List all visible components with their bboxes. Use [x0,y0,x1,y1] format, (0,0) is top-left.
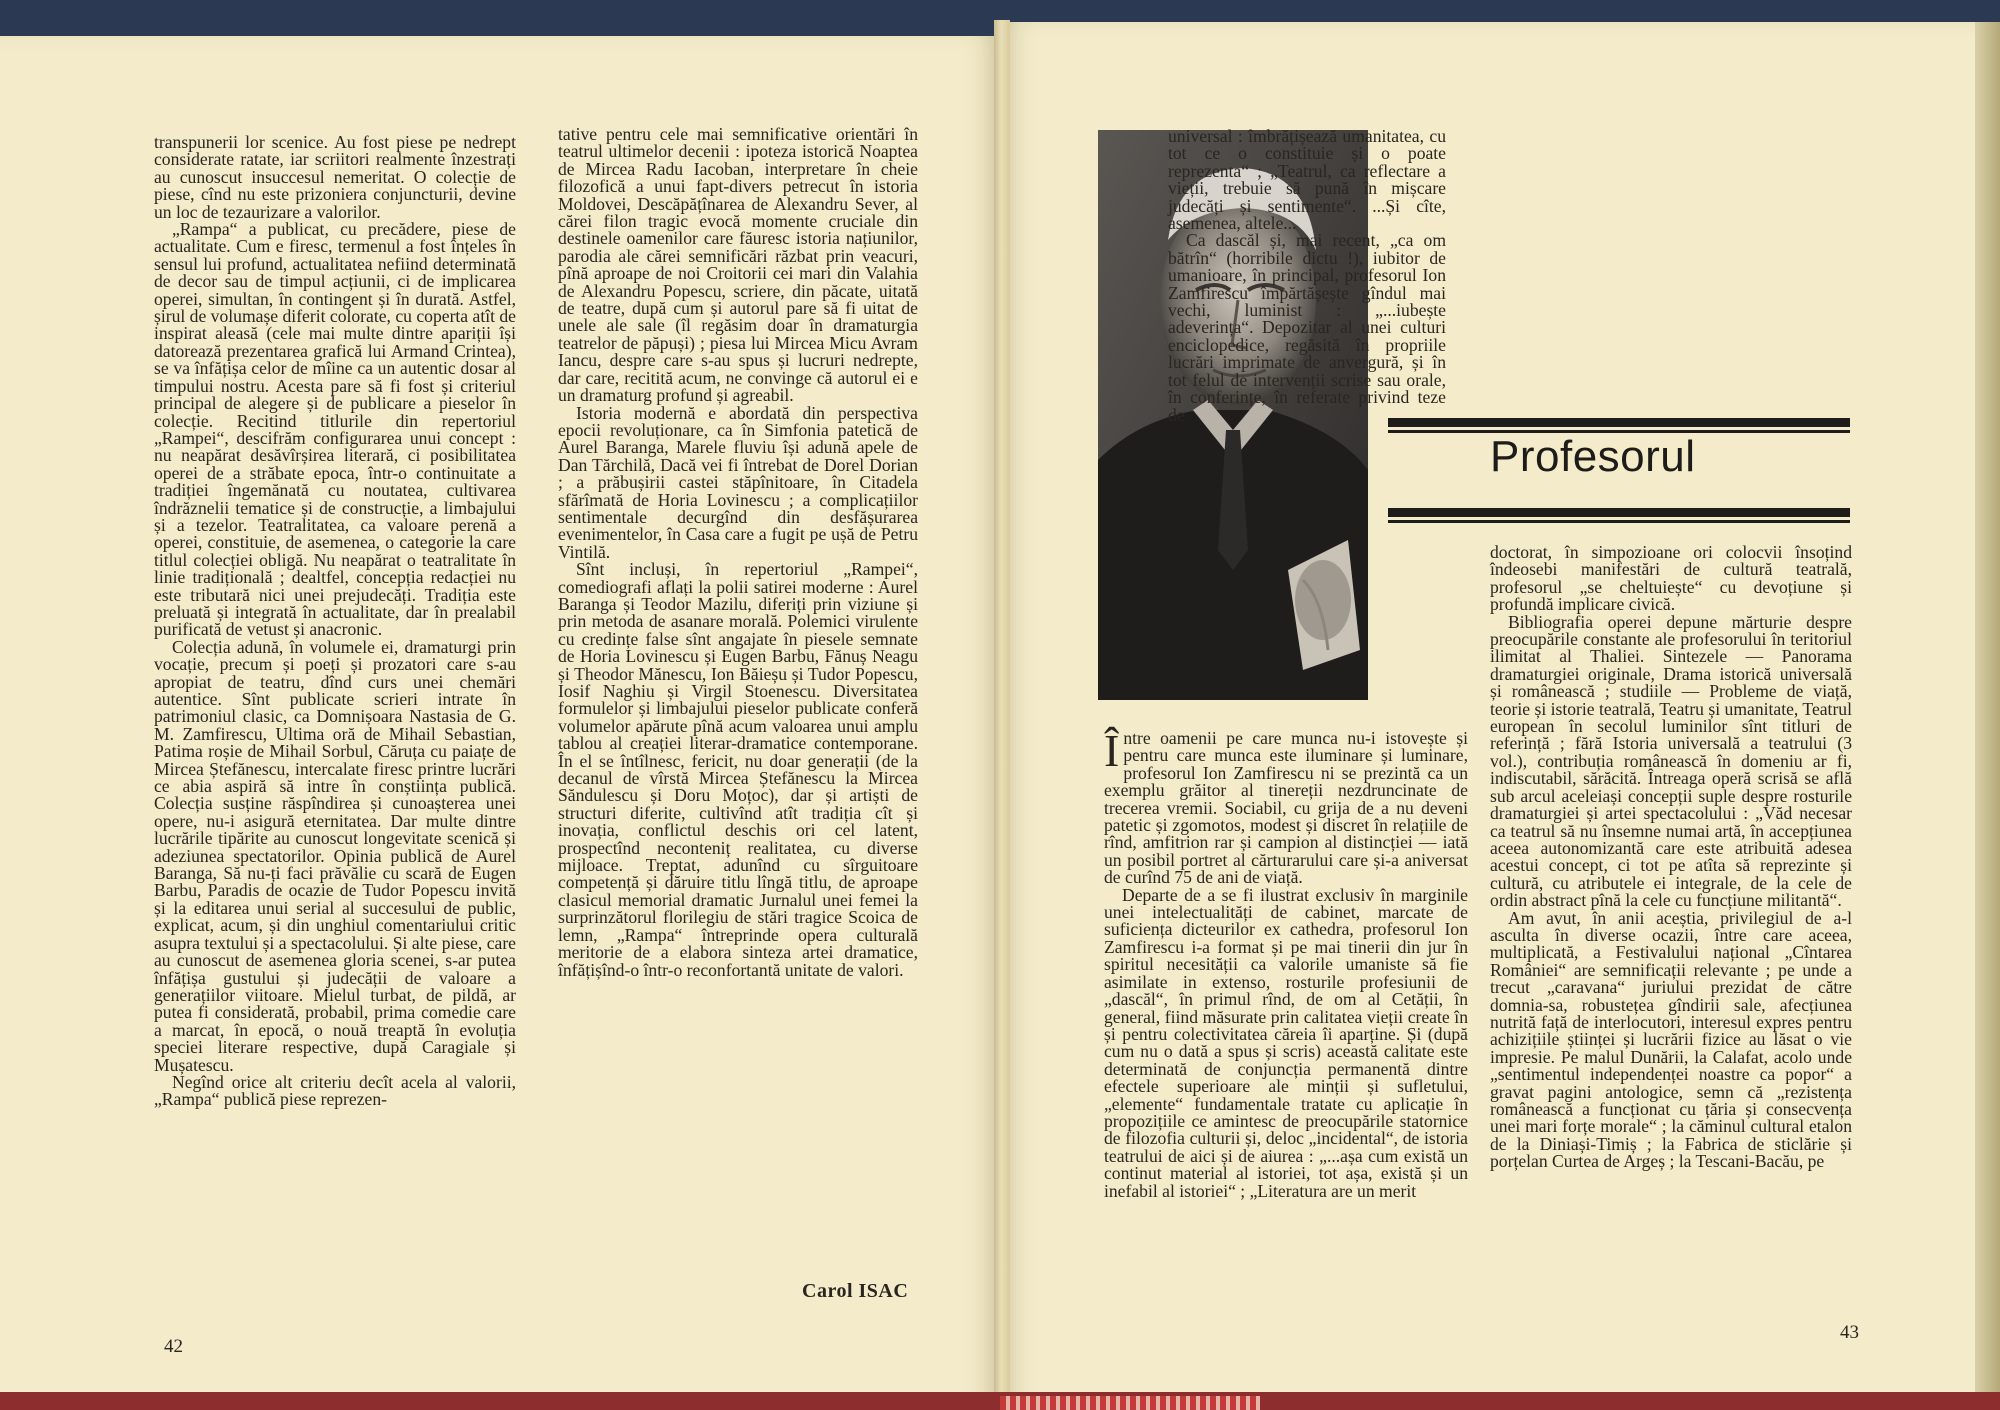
paragraph: Am avut, în anii aceștia, privilegiul de a-l asculta în diverse ocazii, între care aceea, multiplicată, a Festivalului național „Cîntarea României“ are semnificații relevante ; pe unde a trecut „caravana“ juriului prezidat de către domnia-sa, robustețea gîndirii sale, afecțiunea nutrită față de interlocutori, interesul expres pentru achizițiile științei și lucrării fizice au lăsat o vie impresie. Pe malul Dunării, la Calafat, acolo unde „sentimentul independenței noastre ca popor“ a gravat pagini antologice, semn că „rezistența românească a funcționat cu țăria și consecvența unei mari forțe morale“ ; la căminul cultural etalon de la Diniași-Timiș ; la Fabrica de sticlărie și porțelan Curtea de Argeș ; la Tescani-Bacău, pe [1490,907,1852,1172]
page-number-left: 42 [164,1336,183,1357]
paragraph: Colecția adună, în volumele ei, dramaturgi prin vocație, precum și poeți și prozatori care s-au apropiat de teatru, dînd curs unei chemări autentice. Sînt publicate scrieri intrate în patrimoniul clasic, ca Domnișoara Nastasia de G. M. Zamfirescu, Ultima oră de Mihail Sebastian, Patima roșie de Mihail Sorbul, Căruța cu paiațe de Mircea Ștefănescu, intercalate firesc printre lucrări ce abia aspiră să intre în conștiința publică. Colecția susține răspîndirea și cunoașterea unei opere, nu-i asigură eternitatea. Dar multe dintre lucrările tipărite au cunoscut longevitate scenică și adeziunea spectatorilor. Opinia publică de Aurel Baranga, Să nu-ți faci prăvălie cu scară de Eugen Barbu, Paradis de ocazie de Tudor Popescu invită și la editarea unui serial al succesului de public, explicat, acum, și din unghiul comentariului critic asupra textului și a spectacolului. Și alte piese, care au cunoscut de asemenea gloria scenei, s-ar putea înfățișa gustului și judecății de valoare a generațiilor viitoare. Mielul turbat, de pildă, ar putea fi considerată, probabil, prima comedie care a marcat, în epocă, o nouă treaptă în evoluția speciei literare respective, după Caragiale și Mușatescu. [154,636,516,1075]
paragraph: Între oamenii pe care munca nu-i istovește și pentru care munca este iluminare și luminare, profesorul Ion Zamfirescu ni se prezintă ca un exemplu grăitor al tinereții nezdruncinate de trecerea vremii. Sociabil, cu grija de a nu deveni patetic și zgomotos, modest și discret în relațiile de rînd, amfitrion rar și campion al distincției — iată un posibil portret al cărturarului care și-a aniversat de curînd 75 de ani de viață. [1104,725,1468,888]
article-title: Profesorul [1490,432,1696,481]
column-3-top [1168,128,1446,424]
paragraph: Istoria modernă e abordată din perspectiva epocii revoluționare, ca în Simfonia patetică de Aurel Baranga, Marele fluviu își adună apele de Dan Tărchilă, Dacă vei fi întrebat de Dorel Dorian ; a prăbușirii castei stăpînitoare, în Citadela sfărîmată de Horia Lovinescu ; a complicațiilor sentimentale decurgînd din desfășurarea evenimentelor, în Casa care a fugit pe ușă de Petru Vintilă. [558,402,918,562]
book-gutter [994,20,1010,1410]
page-number-right: 43 [1840,1322,1859,1343]
paragraph: tative pentru cele mai semnificative orientări în teatrul ultimelor decenii : ipoteza istorică Noaptea de Mircea Radu Iacoban, interpretare în cheie filozofică a unui fapt-divers petrecut în istoria Moldovei, Descăpățînarea de Alexandru Sever, al cărei filon tragic evocă momente cruciale din destinele oamenilor care făuresc istoria națiunilor, parodia ale cărei semnificări răzbat prin veacuri, pînă aproape de noi Croitorii cei mari din Valahia de Alexandru Popescu, scriere, din păcate, uitată de teatre, după cum și autorul pare să fi uitat de unele ale sale (îl regăsim doar în dramaturgia teatrelor de păpuși) ; piesa lui Mircea Micu Avram Iancu, despre care s-au spus și lucruri nedrepte, dar care, recitită acum, ne convinge că autorul ei e un dramaturg profund și agreabil. [558,124,918,406]
title-rule-bottom-thin [1388,520,1850,523]
cover-band-pattern [1000,1396,1260,1410]
paragraph: Negînd orice alt criteriu decît acela al valorii, „Rampa“ publică piese reprezen- [154,1071,516,1110]
page-edge [1975,22,2000,1410]
paragraph: transpunerii lor scenice. Au fost piese pe nedrept considerate ratate, iar scriitori realmente înzestrați au cunoscut insuccesul nemeritat. O colecție de piese, cînd nu este prizoniera conjuncturii, devine un loc de tezaurizare a valorilor. [154,132,516,222]
author-signature: Carol ISAC [802,1280,909,1302]
title-rule-top [1388,418,1850,427]
paragraph: Ca dascăl și, mai recent, „ca om bătrîn“ (horribile dictu !), iubitor de umanioare, în principal, profesorul Ion Zamfirescu împărtășește gîndul mai vechi, luminist : „...iubește adeverința“. Depozitar al unei culturi enciclopedice, regăsită în propriile lucrări imprimate de anvergură, și în tot felul de intervenții scrise sau orale, în conferințe, în referate privind teze de [1168,230,1446,425]
column-2 [558,126,918,979]
paragraph: Departe de a se fi ilustrat exclusiv în marginile unei intelectualități de cabinet, marcate de suficiența dicteurilor ex cathedra, profesorul Ion Zamfirescu i-a format și pe mai tinerii din jur în spiritul necesității ca valorile umaniste să fie asimilate in extenso, rosturile profesiunii de „dascăl“, în primul rînd, de om al Cetății, în general, fiind măsurate prin calitatea vieții create în și pentru colectivitatea căreia îi aparține. Și (după cum nu o dată a spus și scris) această calitate este determinată de conjuncția permanentă dintre efectele superioare ale minții și sufletului, „elemente“ fundamentale tratate cu aplicație în propozițiile ce amintesc de preocupările statornice de filozofia culturii și, deloc „incidental“, de istoria teatrului de aici și de aiurea : „...așa cum există un continut material al istoriei, tot așa, există și un inefabil al istoriei“ ; „Literatura are un merit [1104,884,1468,1201]
drop-cap: Î [1104,725,1120,776]
column-3-bottom [1490,544,1852,1171]
paragraph: Sînt incluși, în repertoriul „Rampei“, comediografi aflați la polii satirei moderne : Aurel Baranga și Teodor Mazilu, diferiți prin viziune și prin metoda de asanare morală. Polemici virulente cu credințe false sînt angajate în piesele semnate de Horia Lovinescu și Eugen Barbu, Fănuș Neagu și Theodor Mănescu, Ion Băieșu și Tudor Popescu, Iosif Naghiu și Virgil Stoenescu. Diversitatea formulelor și limbajului pieselor publicate conferă volumelor apărute pînă acum valoarea unui amplu tablou al creației literar-dramatice contemporane. În el se întîlnesc, fericit, nu doar generații (de la decanul de vîrstă Mircea Ștefănescu la Mircea Săndulescu și Doru Moțoc), dar și artiști de structuri diferite, cultivînd atît tradiția cît și inovația, conflictul deschis ori cel latent, prospectînd neconteniț realitatea, cu diverse mijloace. Treptat, adunînd cu sîrguitoare competență și dăruire titlu lîngă titlu, de aproape clasicul memorial dramatic Jurnalul unei femei la surprinzătorul florilegiu de stări tragice Scoica de lemn, „Rampa“ întreprinde opera culturală meritorie de a elabora sinteza artei dramatice, înfățișînd-o într-o reconfortantă unitate de valori. [558,559,918,980]
paragraph: universal : îmbrățișează umanitatea, cu tot ce o constituie și o poate reprezenta“ ; „Teatrul, ca reflectare a vieții, trebuie să pună în mișcare judecăți și sentimente“. ...Și cîte, asemenea, altele... [1168,126,1446,234]
title-rule-bottom [1388,508,1850,517]
column-2-bottom [1104,725,1468,1201]
paragraph: doctorat, în simpozioane ori colocvii însoțind îndeosebi manifestări de cultură teatrală, profesorul „se cheltuiește“ cu devoțiune și profundă implicare civică. [1490,542,1852,615]
paragraph: Bibliografia operei depune mărturie despre preocupările constante ale profesorului în teritoriul ilimitat al Thaliei. Sintezele — Panorama dramaturgiei originale, Drama istorică universală și românească ; studiile — Probleme de viață, teorie și istorie teatrală, Teatru și umanitate, Teatrul european în secolul luminilor sînt titluri de referință ; fără Istoria universală a teatrului (3 vol.), contribuția românească în domeniu ar fi, indiscutabil, sărăcită. Întreaga operă scrisă se află sub arcul aceleiași concepții suple despre rosturile dramaturgiei și artei spectacolului : „Văd necesar ca teatrul să nu însemne numai artă, în accepțiunea aceea autonomizantă care este atribuită adesea acestui concept, ci tot pe atîta să reprezinte și cultură, cu atributele ei integrale, de la cele de ordin abstract pînă la cele cu funcțiune militantă“. [1490,611,1852,911]
left-page [0,36,1000,1410]
paragraph: „Rampa“ a publicat, cu precădere, piese de actualitate. Cum e firesc, termenul a fost înțeles în sensul lui profund, actualitatea nefiind determinată de decor sau de timpul acțiunii, ci de implicarea operei, simultan, în contingent și în durată. Astfel, șirul de volumașe diferit colorate, cu coperta atît de inspirat aleasă (cele mai multe dintre apariții își datorează prezentarea grafică lui Armand Crintea), se va înfățișa celor de mîine ca un autentic dosar al timpului nostru. Acesta pare să fi fost și criteriul principal de alegere și de publicare a pieselor în colecție. Recitind titlurile din repertoriul „Rampei“, descifrăm configurarea unui concept : nu neapărat desăvîrșirea literară, ci posibilitatea operei de a străbate epoca, într-o continuitate a tradiției îngemănată cu noutatea, cultivarea îndrăznelii tematice și de construcție, a limbajului și a tezelor. Teatralitatea, ca valoare perenă a operei, constituie, de asemenea, o categorie la care titlul colecției obligă. Nu neapărat o teatralitate în linie tradițională ; dealtfel, concepția redacției nu este tributară nici unei prejudecăți. Tradiția este preluată și integrată în actualitate, dar în prealabil purificată de vetust și anacronic. [154,219,516,640]
column-1 [154,134,516,1109]
right-page [1000,22,1975,1410]
